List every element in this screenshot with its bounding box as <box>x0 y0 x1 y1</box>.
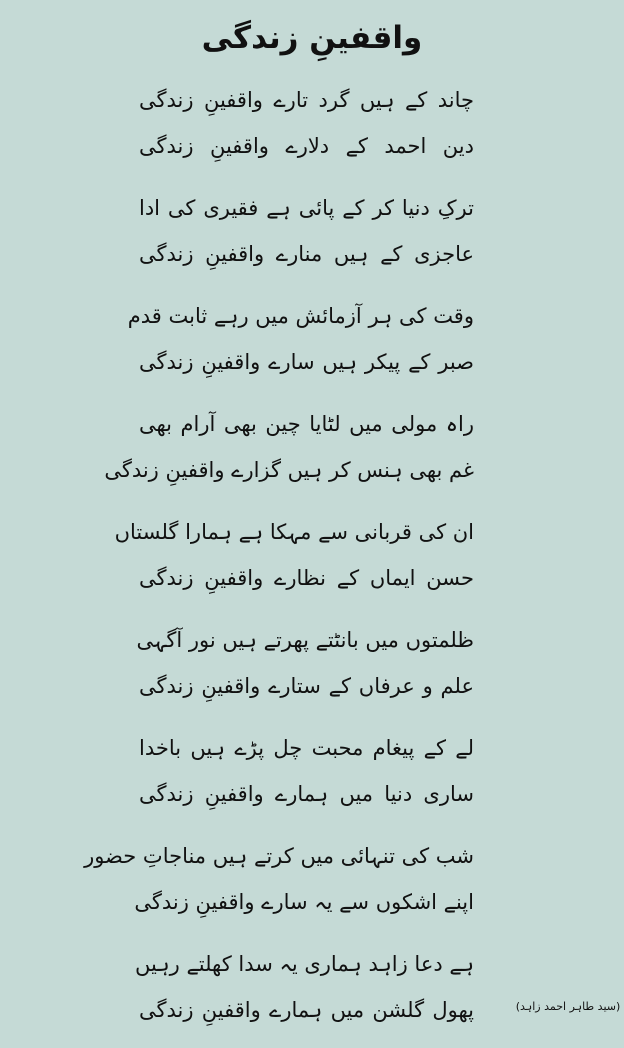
stanza-5-line-1: ان کی قربانی سے مہکا ہے ہمارا گلستاں <box>114 520 474 544</box>
stanza-2-line-1: ترکِ دنیا کر کے پائی ہے فقیری کی ادا <box>139 196 474 220</box>
author-credit: (سید طاہر احمد زاہد) <box>515 1000 621 1013</box>
stanza-3-line-1: وقت کی ہر آزمائش میں رہے ثابت قدم <box>127 304 474 328</box>
stanza-3-line-2: صبر کے پیکر ہیں سارے واقفینِ زندگی <box>139 350 474 374</box>
stanza-2 <box>139 188 474 292</box>
stanza-3 <box>127 296 474 400</box>
stanza-6-line-1: ظلمتوں میں بانٹتے پھرتے ہیں نور آگہی <box>136 628 474 652</box>
stanza-6 <box>136 620 474 724</box>
stanza-8-line-1: شب کی تنہائی میں کرتے ہیں مناجاتِ حضور <box>84 844 474 868</box>
stanza-9 <box>135 944 474 1048</box>
stanza-6-line-2: علم و عرفاں کے ستارے واقفینِ زندگی <box>139 674 474 698</box>
stanza-7 <box>139 728 474 832</box>
poem-body <box>84 80 474 1048</box>
poem-title: واقفینِ زندگی <box>201 20 423 56</box>
stanza-1-line-2: دین احمد کے دلارے واقفینِ زندگی <box>139 134 474 158</box>
stanza-8-line-2: اپنے اشکوں سے یہ سارے واقفینِ زندگی <box>134 890 474 914</box>
stanza-4-line-2: غم بھی ہنس کر ہیں گزارے واقفینِ زندگی <box>104 458 474 482</box>
stanza-5-line-2: حسن ایماں کے نظارے واقفینِ زندگی <box>139 566 474 590</box>
stanza-1 <box>139 80 474 184</box>
stanza-4-line-1: راہ مولی میں لٹایا چین بھی آرام بھی <box>139 412 474 436</box>
stanza-7-line-1: لے کے پیغام محبت چل پڑے ہیں باخدا <box>139 736 474 760</box>
stanza-7-line-2: ساری دنیا میں ہمارے واقفینِ زندگی <box>139 782 474 806</box>
stanza-5 <box>114 512 474 616</box>
stanza-9-line-2: پھول گلشن میں ہمارے واقفینِ زندگی <box>139 998 474 1022</box>
stanza-4 <box>104 404 474 508</box>
stanza-9-line-1: ہے دعا زاہد ہماری یہ سدا کھلتے رہیں <box>135 952 474 976</box>
stanza-8 <box>84 836 474 940</box>
stanza-1-line-1: چاند کے ہیں گرد تارے واقفینِ زندگی <box>139 88 474 112</box>
stanza-2-line-2: عاجزی کے ہیں منارے واقفینِ زندگی <box>139 242 474 266</box>
